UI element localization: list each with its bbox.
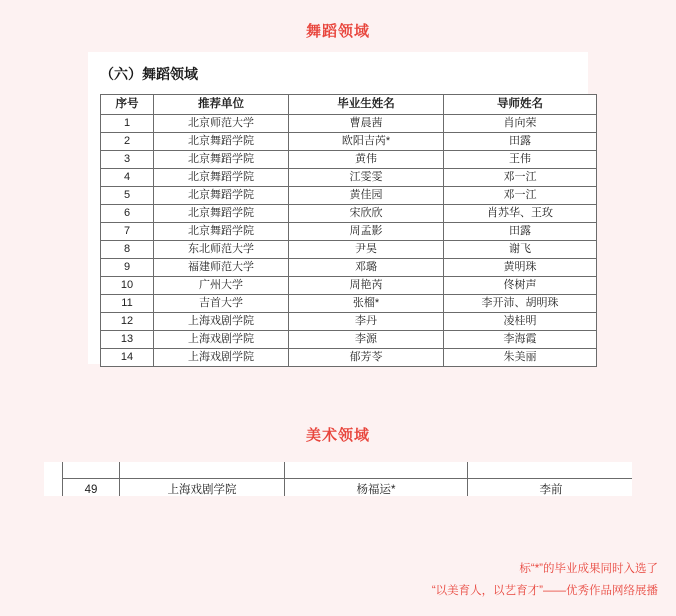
cell-tutor: 凌桂明 bbox=[444, 313, 597, 331]
table-row bbox=[101, 259, 597, 277]
cell-unit: 上海戏剧学院 bbox=[154, 313, 289, 331]
cell-graduate: 郁芳苓 bbox=[289, 349, 444, 367]
dance-panel-title: （六）舞蹈领域 bbox=[100, 66, 198, 82]
cell-unit: 上海戏剧学院 bbox=[120, 479, 285, 497]
art-table-panel bbox=[44, 462, 632, 496]
cell-graduate bbox=[285, 462, 468, 479]
cell-graduate: 李丹 bbox=[289, 313, 444, 331]
cell-tutor: 田露 bbox=[444, 223, 597, 241]
footnote-line-2: “以美育人，以艺育才”——优秀作品网络展播 bbox=[431, 585, 658, 597]
cell-no: 11 bbox=[101, 295, 154, 313]
footnote-line-1: 标“*”的毕业成果同时入选了 bbox=[519, 563, 658, 575]
cell-unit: 北京师范大学 bbox=[154, 115, 289, 133]
cell-no: 10 bbox=[101, 277, 154, 295]
table-row bbox=[101, 223, 597, 241]
footnotes bbox=[432, 558, 658, 602]
cell-graduate: 江雯雯 bbox=[289, 169, 444, 187]
cell-no: 12 bbox=[101, 313, 154, 331]
cell-no: 9 bbox=[101, 259, 154, 277]
cell-unit: 福建师范大学 bbox=[154, 259, 289, 277]
cell-graduate: 李源 bbox=[289, 331, 444, 349]
cell-no: 6 bbox=[101, 205, 154, 223]
cell-graduate: 尹昊 bbox=[289, 241, 444, 259]
cell-tutor: 谢飞 bbox=[444, 241, 597, 259]
dance-section-heading: 舞蹈领域 bbox=[305, 23, 370, 40]
cell-graduate: 周艳芮 bbox=[289, 277, 444, 295]
cell-no: 5 bbox=[101, 187, 154, 205]
cell-unit: 北京舞蹈学院 bbox=[154, 169, 289, 187]
table-row bbox=[101, 169, 597, 187]
cell-unit: 吉首大学 bbox=[154, 295, 289, 313]
cell-tutor: 肖苏华、王玫 bbox=[444, 205, 597, 223]
art-section-heading: 美术领域 bbox=[305, 427, 370, 444]
cell-tutor: 黄明珠 bbox=[444, 259, 597, 277]
cell-tutor bbox=[468, 462, 633, 479]
cell-no: 1 bbox=[101, 115, 154, 133]
table-row bbox=[101, 313, 597, 331]
cell-unit: 北京舞蹈学院 bbox=[154, 187, 289, 205]
cell-unit: 北京舞蹈学院 bbox=[154, 133, 289, 151]
cell-tutor: 李开沛、胡明珠 bbox=[444, 295, 597, 313]
cell-graduate: 邓璐 bbox=[289, 259, 444, 277]
table-header-row bbox=[101, 95, 597, 115]
cell-tutor: 田露 bbox=[444, 133, 597, 151]
table-row bbox=[101, 115, 597, 133]
cell-no bbox=[63, 462, 120, 479]
cell-no: 3 bbox=[101, 151, 154, 169]
table-row bbox=[101, 331, 597, 349]
dance-table-panel bbox=[88, 52, 588, 364]
table-row bbox=[101, 277, 597, 295]
table-row-partial bbox=[63, 462, 633, 479]
table-row bbox=[101, 133, 597, 151]
table-row bbox=[63, 479, 633, 497]
column-header-unit: 推荐单位 bbox=[154, 95, 289, 115]
cell-graduate: 周孟影 bbox=[289, 223, 444, 241]
cell-graduate: 黄伟 bbox=[289, 151, 444, 169]
cell-unit bbox=[120, 462, 285, 479]
table-row bbox=[101, 349, 597, 367]
table-row bbox=[101, 205, 597, 223]
cell-no: 2 bbox=[101, 133, 154, 151]
table-row bbox=[101, 151, 597, 169]
column-header-no: 序号 bbox=[101, 95, 154, 115]
cell-graduate: 欧阳吉芮* bbox=[289, 133, 444, 151]
cell-graduate: 杨福运* bbox=[285, 479, 468, 497]
cell-graduate: 黄佳园 bbox=[289, 187, 444, 205]
art-table bbox=[62, 462, 632, 496]
column-header-tutor: 导师姓名 bbox=[444, 95, 597, 115]
cell-tutor: 佟树声 bbox=[444, 277, 597, 295]
cell-unit: 广州大学 bbox=[154, 277, 289, 295]
table-row bbox=[101, 241, 597, 259]
cell-tutor: 肖向荣 bbox=[444, 115, 597, 133]
cell-tutor: 邓一江 bbox=[444, 169, 597, 187]
cell-unit: 东北师范大学 bbox=[154, 241, 289, 259]
cell-unit: 上海戏剧学院 bbox=[154, 331, 289, 349]
cell-unit: 北京舞蹈学院 bbox=[154, 205, 289, 223]
table-row bbox=[101, 295, 597, 313]
cell-no: 4 bbox=[101, 169, 154, 187]
cell-no: 13 bbox=[101, 331, 154, 349]
column-header-graduate: 毕业生姓名 bbox=[289, 95, 444, 115]
cell-unit: 北京舞蹈学院 bbox=[154, 151, 289, 169]
cell-no: 14 bbox=[101, 349, 154, 367]
table-row bbox=[101, 187, 597, 205]
cell-graduate: 曹晨茜 bbox=[289, 115, 444, 133]
cell-graduate: 宋欣欣 bbox=[289, 205, 444, 223]
cell-graduate: 张榴* bbox=[289, 295, 444, 313]
cell-tutor: 王伟 bbox=[444, 151, 597, 169]
dance-table bbox=[100, 94, 597, 367]
cell-unit: 上海戏剧学院 bbox=[154, 349, 289, 367]
cell-no: 8 bbox=[101, 241, 154, 259]
cell-tutor: 朱美丽 bbox=[444, 349, 597, 367]
cell-no: 7 bbox=[101, 223, 154, 241]
cell-unit: 北京舞蹈学院 bbox=[154, 223, 289, 241]
cell-tutor: 邓一江 bbox=[444, 187, 597, 205]
cell-tutor: 李前 bbox=[468, 479, 633, 497]
cell-tutor: 李海霞 bbox=[444, 331, 597, 349]
cell-no: 49 bbox=[63, 479, 120, 497]
